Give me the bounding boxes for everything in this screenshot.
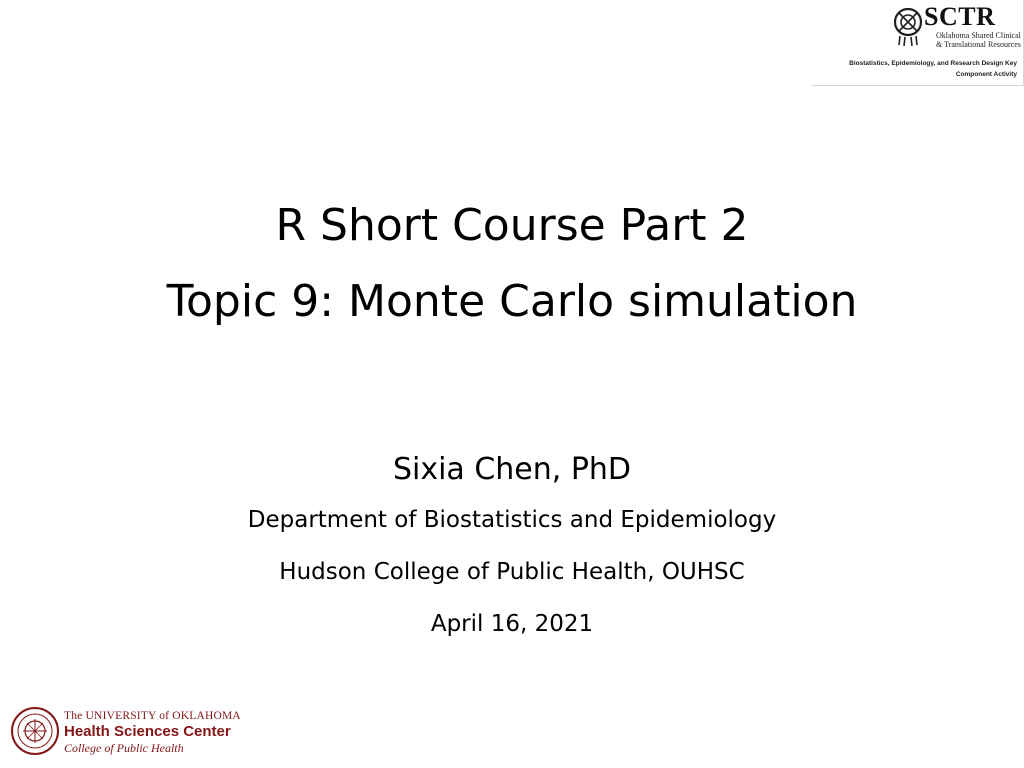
ouhsc-logo	[6, 700, 241, 766]
slide-subtitle	[0, 446, 1024, 650]
ou-hsc-name: Health Sciences Center	[64, 723, 231, 740]
presentation-date: April 16, 2021	[430, 611, 594, 637]
slide-title-line1: R Short Course Part 2	[275, 200, 749, 251]
sctr-note-line1: Biostatistics, Epidemiology, and Research Design Key	[849, 60, 1017, 67]
ou-seal-icon	[10, 706, 60, 756]
sctr-logo	[812, 0, 1024, 86]
sctr-subtitle-line2: & Translational Resources	[936, 40, 1021, 49]
sctr-wordmark: SCTR	[924, 2, 996, 31]
sctr-note-line2: Component Activity	[955, 71, 1017, 78]
ou-university-name: The UNIVERSITY of OKLAHOMA	[64, 710, 241, 722]
sctr-subtitle-line1: Oklahoma Shared Clinical	[936, 31, 1021, 40]
slide-title	[0, 188, 1024, 340]
ou-college-name: College of Public Health	[64, 741, 184, 755]
presenter-name: Sixia Chen, PhD	[392, 452, 632, 487]
department-name: Department of Biostatistics and Epidemiology	[247, 507, 777, 533]
college-name: Hudson College of Public Health, OUHSC	[279, 559, 745, 585]
sctr-emblem-icon	[890, 6, 926, 46]
slide-title-line2: Topic 9: Monte Carlo simulation	[166, 276, 858, 327]
